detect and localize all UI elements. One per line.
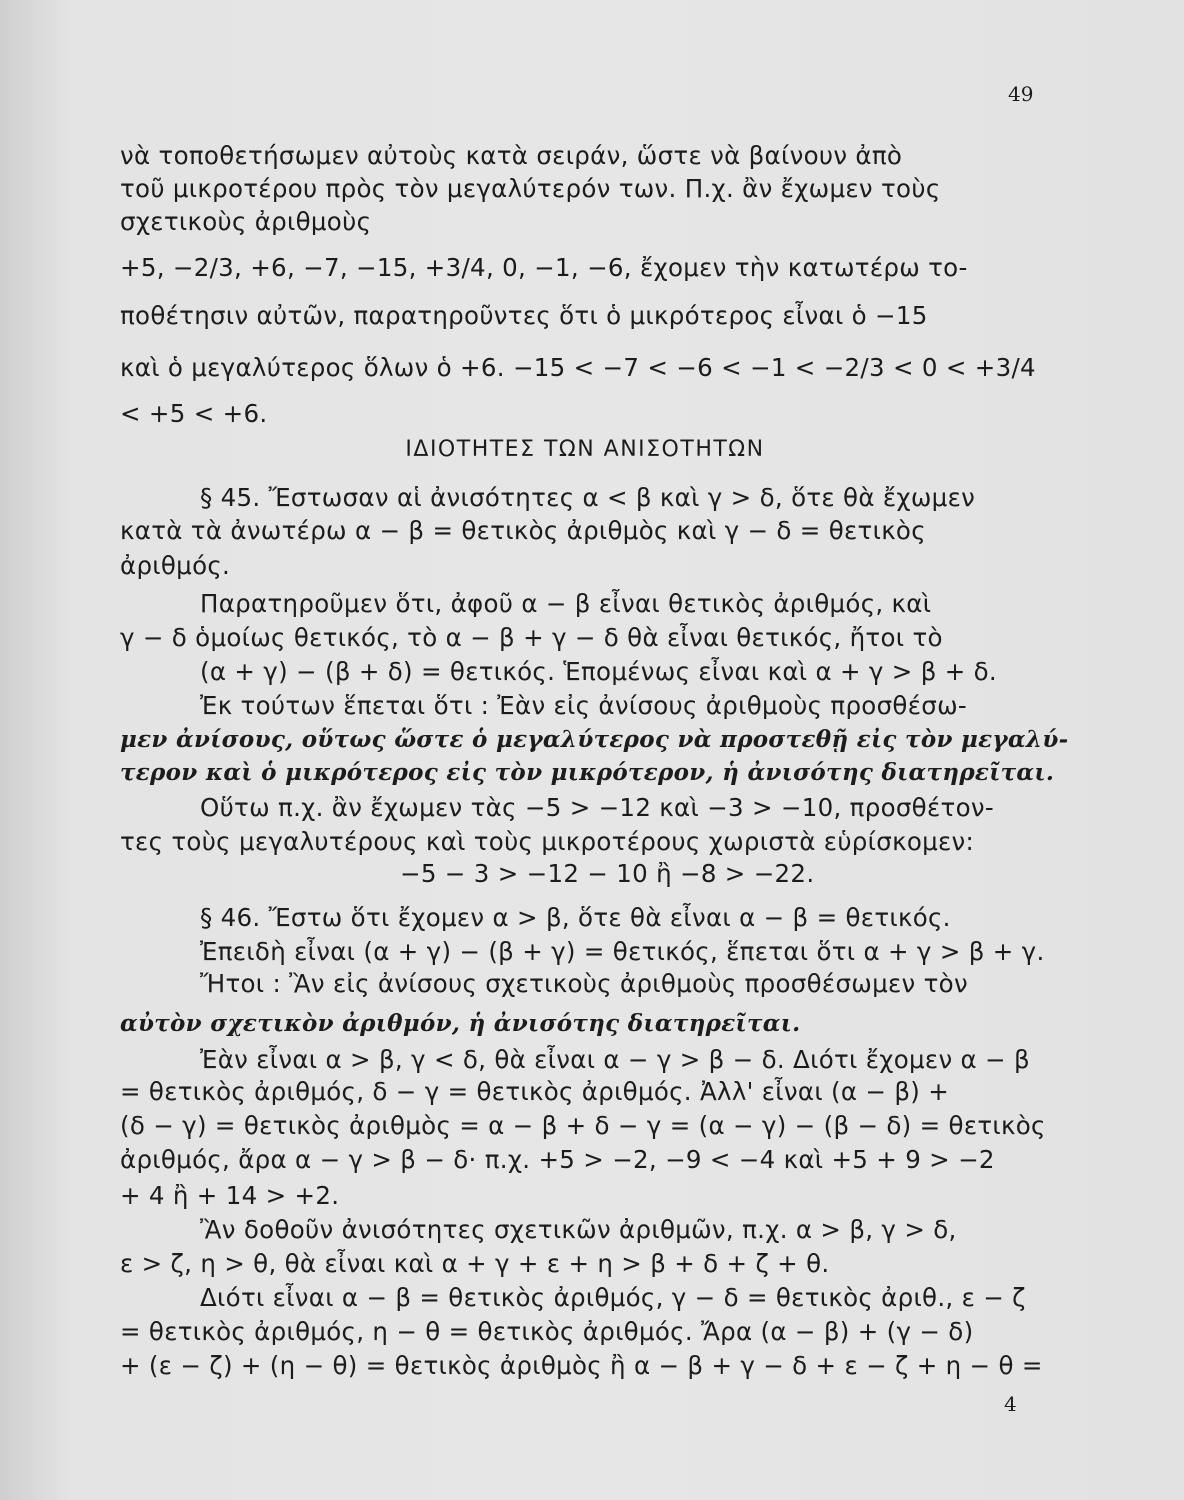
section-45-first-line: § 45. Ἔστωσαν αἱ ἀνισότητες α < β καὶ γ > δ, ὅτε θὰ ἔχωμεν — [200, 483, 976, 512]
text-line: Ἐπειδὴ εἶναι (α + γ) − (β + γ) = θετικός, ἕπεται ὅτι α + γ > β + γ. — [200, 937, 1045, 966]
text-line: Παρατηροῦμεν ὅτι, ἀφοῦ α − β εἶναι θετικὸς ἀριθμός, καὶ — [200, 589, 932, 618]
text-line: τοῦ μικροτέρου πρὸς τὸν μεγαλύτερόν των. Π.χ. ἂν ἔχωμεν τοὺς — [120, 174, 941, 203]
text-line: ε > ζ, η > θ, θὰ εἶναι καὶ α + γ + ε + η > β + δ + ζ + θ. — [120, 1249, 830, 1278]
text-line: γ − δ ὁμοίως θετικός, τὸ α − β + γ − δ θὰ εἶναι θετικός, ἤτοι τὸ — [120, 623, 943, 652]
text-line: = θετικὸς ἀριθμός, η − θ = θετικὸς ἀριθμός. Ἄρα (α − β) + (γ − δ) — [120, 1317, 974, 1346]
page-number-top: 49 — [1008, 82, 1034, 106]
text-line: Διότι εἶναι α − β = θετικὸς ἀριθμός, γ − δ = θετικὸς ἀριθ., ε − ζ — [200, 1283, 1026, 1312]
rule-italic-line: αὐτὸν σχετικὸν ἀριθμόν, ἡ ἀνισότης διατηρεῖται. — [120, 1010, 801, 1037]
text-line: +5, −2/3, +6, −7, −15, +3/4, 0, −1, −6, ἔχομεν τὴν κατωτέρω το- — [120, 253, 968, 282]
rule-italic-line: τερον καὶ ὁ μικρότερος εἰς τὸν μικρότερον, ἡ ἀνισότης διατηρεῖται. — [120, 759, 1055, 786]
text-line: + 4 ἢ + 14 > +2. — [120, 1181, 340, 1210]
text-line: τες τοὺς μεγαλυτέρους καὶ τοὺς μικροτέρους χωριστὰ εὑρίσκομεν: — [120, 827, 975, 856]
text-line: Ἐκ τούτων ἕπεται ὅτι : Ἐὰν εἰς ἀνίσους ἀριθμοὺς προσθέσω- — [200, 691, 968, 720]
rule-italic-line: μεν ἀνίσους, οὕτως ὥστε ὁ μεγαλύτερος νὰ προστεθῇ εἰς τὸν μεγαλύ- — [120, 726, 1069, 753]
text-line: ποθέτησιν αὐτῶν, παρατηροῦντες ὅτι ὁ μικρότερος εἶναι ὁ −15 — [120, 301, 928, 330]
text-line: Ἤτοι : Ἂν εἰς ἀνίσους σχετικοὺς ἀριθμοὺς προσθέσωμεν τὸν — [200, 969, 968, 998]
text-line: = θετικὸς ἀριθμός, δ − γ = θετικὸς ἀριθμός. Ἀλλ' εἶναι (α − β) + — [120, 1077, 950, 1106]
text-line: (α + γ) − (β + δ) = θετικός. Ἑπομένως εἶναι καὶ α + γ > β + δ. — [200, 657, 998, 686]
text-line: κατὰ τὰ ἀνωτέρω α − β = θετικὸς ἀριθμὸς καὶ γ − δ = θετικὸς — [120, 516, 926, 545]
text-line: καὶ ὁ μεγαλύτερος ὅλων ὁ +6. −15 < −7 < −6 < −1 < −2/3 < 0 < +3/4 — [120, 353, 1036, 382]
text-line: < +5 < +6. — [120, 399, 268, 428]
text-line: Οὕτω π.χ. ἂν ἔχωμεν τὰς −5 > −12 καὶ −3 > −10, προσθέτον- — [200, 793, 994, 822]
example-line: −5 − 3 > −12 − 10 ἢ −8 > −22. — [400, 859, 815, 888]
text-line: σχετικοὺς ἀριθμοὺς — [120, 207, 372, 236]
text-line: ἀριθμός, ἄρα α − γ > β − δ· π.χ. +5 > −2, −9 < −4 καὶ +5 + 9 > −2 — [120, 1145, 995, 1174]
text-line: Ἐὰν εἶναι α > β, γ < δ, θὰ εἶναι α − γ > β − δ. Διότι ἔχομεν α − β — [200, 1045, 1030, 1074]
text-line: Ἂν δοθοῦν ἀνισότητες σχετικῶν ἀριθμῶν, π.χ. α > β, γ > δ, — [200, 1215, 957, 1244]
section-46-first-line: § 46. Ἔστω ὅτι ἔχομεν α > β, ὅτε θὰ εἶναι α − β = θετικός. — [200, 903, 951, 932]
text-line: (δ − γ) = θετικὸς ἀριθμὸς = α − β + δ − γ = (α − γ) − (β − δ) = θετικὸς — [120, 1111, 1046, 1140]
text-line: + (ε − ζ) + (η − θ) = θετικὸς ἀριθμὸς ἢ α − β + γ − δ + ε − ζ + η − θ = — [120, 1351, 1043, 1380]
page-number-bottom: 4 — [1004, 1392, 1017, 1416]
text-line: ἀριθμός. — [120, 551, 231, 580]
text-line: νὰ τοποθετήσωμεν αὐτοὺς κατὰ σειράν, ὥστε νὰ βαίνουν ἀπὸ — [120, 141, 903, 170]
section-heading: ΙΔΙΟΤΗΤΕΣ ΤΩΝ ΑΝΙΣΟΤΗΤΩΝ — [405, 437, 765, 462]
